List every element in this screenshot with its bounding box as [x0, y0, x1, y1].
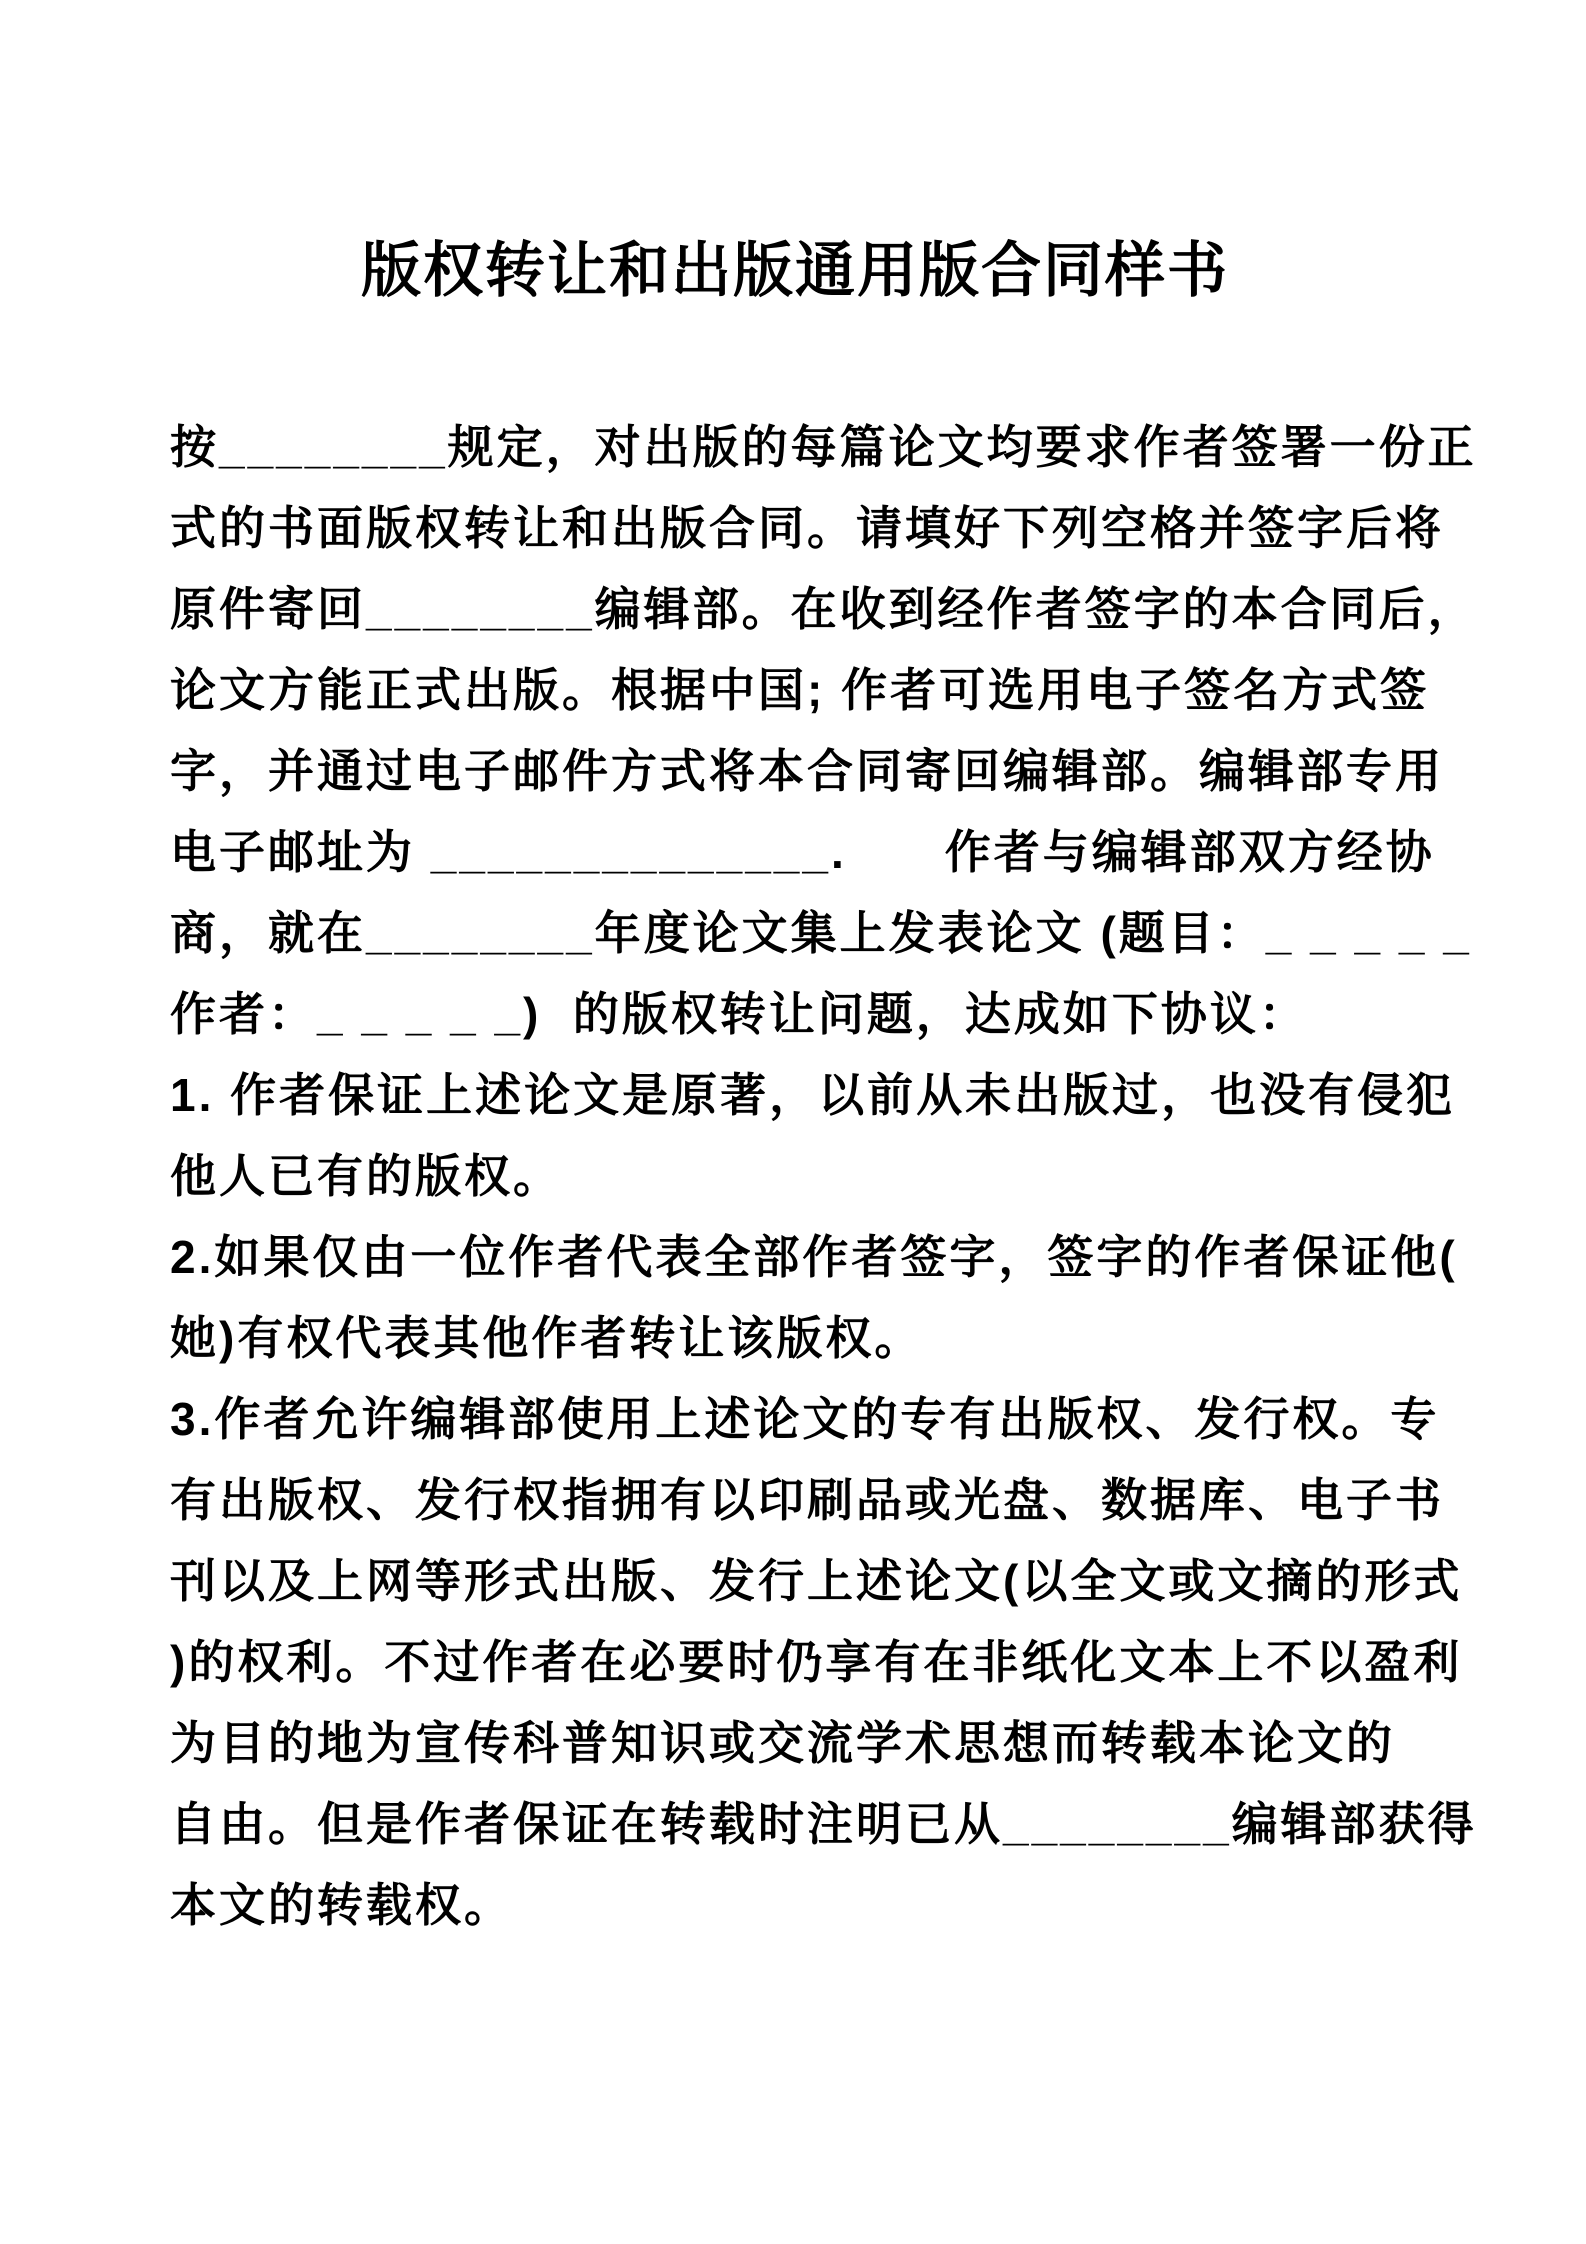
- body-line: 她)有权代表其他作者转让该版权。: [170, 1312, 924, 1364]
- body-line: 3.作者允许编辑部使用上述论文的专有出版权、发行权。专: [170, 1393, 1440, 1445]
- body-line: 原件寄回________编辑部。在收到经作者签字的本合同后，: [170, 583, 1477, 635]
- body-line: 他人已有的版权。: [170, 1150, 562, 1202]
- body-line: 论文方能正式出版。根据中国; 作者可选用电子签名方式签: [170, 664, 1430, 716]
- body-line: 本文的转载权。: [170, 1879, 513, 1931]
- body-line: 电子邮址为 ______________. 作者与编辑部双方经协: [170, 826, 1435, 878]
- body-line: 2.如果仅由一位作者代表全部作者签字，签字的作者保证他(: [170, 1231, 1458, 1283]
- body-line: 1. 作者保证上述论文是原著，以前从未出版过，也没有侵犯: [170, 1069, 1456, 1121]
- document-body: [170, 407, 1477, 1946]
- body-line: 式的书面版权转让和出版合同。请填好下列空格并签字后将: [170, 502, 1444, 554]
- body-line: 自由。但是作者保证在转载时注明已从________编辑部获得: [170, 1798, 1477, 1850]
- body-line: 刊以及上网等形式出版、发行上述论文(以全文或文摘的形式: [170, 1555, 1463, 1607]
- body-line: )的权利。不过作者在必要时仍享有在非纸化文本上不以盈利: [170, 1636, 1463, 1688]
- body-line: 有出版权、发行权指拥有以印刷品或光盘、数据库、电子书: [170, 1474, 1444, 1526]
- body-line: 商，就在________年度论文集上发表论文 (题目：_ _ _ _ _: [170, 907, 1472, 959]
- body-line: 字，并通过电子邮件方式将本合同寄回编辑部。编辑部专用: [170, 745, 1444, 797]
- body-line: 为目的地为宣传科普知识或交流学术思想而转载本论文的: [170, 1717, 1395, 1769]
- body-line: 按________规定，对出版的每篇论文均要求作者签署一份正: [170, 421, 1477, 473]
- body-line: 作者：_ _ _ _ _) 的版权转让问题，达成如下协议：: [170, 988, 1308, 1040]
- document-title: 版权转让和出版通用版合同样书: [361, 237, 1229, 304]
